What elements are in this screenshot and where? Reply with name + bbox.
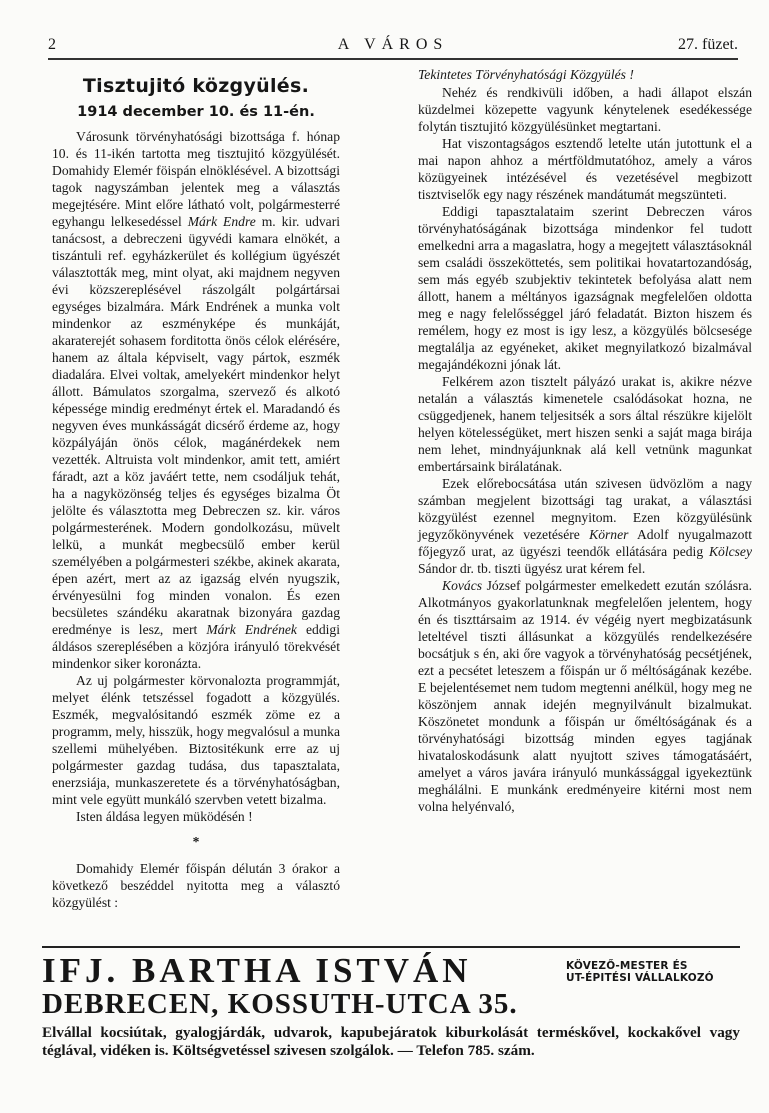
- speech-salutation: Tekintetes Törvényhatósági Közgyülés !: [418, 67, 634, 82]
- section-separator: *: [192, 834, 200, 849]
- paragraph: Isten áldása legyen müködésén !: [76, 809, 253, 824]
- paragraph: Hat viszontagságos esztendő letelte után jutottunk el a mai napon ahhoz a mértföldmutatóhoz, amely a város közügyeinek intézésével és vezetésével megbizott tisztviselők egy nagy részének mandátumát megszünteti.: [418, 136, 752, 202]
- page-number: 2: [48, 36, 56, 53]
- publication-title: A VÁROS: [337, 36, 449, 53]
- person-name: Kovács: [442, 578, 483, 593]
- person-name: Kölcsey: [708, 544, 752, 559]
- trade-line: KÖVEZŐ-MESTER ÉS: [566, 960, 688, 972]
- paragraph-text: József polgármester emelkedett ezután szólásra. Alkotmányos gyakorlatunknak megfelelően jelentem, hogy én és tiszttársaim az 1914. év végéig nyert megbizatásunk leteltével tiszti állásunkat a közgyülés rendelkezésére bocsátjuk s én, aki őre vagyok a törvényhatóság pecsétjének, ezt a pecsétet leteszem a főispán ur ő méltóságának kezébe. E bejelentésemet nem tudom megtenni anélkül, hogy meg ne köszönjem annak idején megnyilvánult bizalmukat. Köszönetet mondunk a főispán ur őméltóságának és a törvényhatósági bizottság minden egyes tagjának hivataloskodásunk alatt nyujtott szives támogatásáért, amelyet a város javára irányuló munkássággal igyekeztünk meghálálni. E munkánk eredményeire kitérni most nem volna helyénvaló,: [418, 578, 753, 814]
- paragraph-text: Adolf nyugalmazott főjegyző urat, az ügyészi teendők ellátására pedig: [418, 527, 753, 559]
- paragraph: [418, 475, 752, 577]
- paragraph-text: eddigi áldásos szereplésében a közjóra irányuló törekvését mindenkor siker koronázta.: [52, 622, 340, 671]
- paragraph-text: Városunk törvényhatósági bizottsága f. hónap 10. és 11-ikén tartotta meg tisztujitó közgyülését. Domahidy Elemér föispán elnöklésével. A bizottsági tagok nagyszámban jelentek meg a választás megejtésére. Mint előre látható volt, polgármesterré egyhangu lelkesedéssel: [52, 129, 340, 229]
- paragraph: Felkérem azon tisztelt pályázó urakat is, akikre nézve netalán a választás kimenetele csalódásokat hozna, ne csüggedjenek, hanem teljesitsék a sors által részükre kijelölt helyen kötelességüket, mert hiszen senki a saját maga birája nem lehet, mindnyájunknak alá kell vetnünk magunkat embertársaink birálatának.: [418, 374, 752, 474]
- article-title: Tisztujitó közgyülés.: [82, 75, 310, 97]
- paragraph: [52, 128, 340, 672]
- paragraph: Domahidy Elemér főispán délután 3 órakor a következő beszéddel nyitotta meg a választó közgyülést :: [52, 861, 340, 910]
- paragraph: Eddigi tapasztalataim szerint Debreczen város törvényhatóságának bizottsága mindenkor fel tudott emelkedni arra a magaslatra, hogy a megejtett választásoknál sem családi összeköttetés, sem politikai hovatartozandóság, sem más egyéb szubjektiv tekintetek befolyása alatt nem állott, hanem a méltányos igazságnak megfelelően oldotta meg e nagy felelősséggel járó feladatát. Bizton hiszem és remélem, hogy ez most is igy lesz, a közgyülés bölcsesége megtalálja az egyéneket, akiket megnyilatkozó bizalmával megajándékozni jónak lát.: [418, 204, 752, 372]
- person-name: Márk Endrének: [206, 622, 297, 637]
- trade-line: UT-ÉPITÉSI VÁLLALKOZÓ: [566, 972, 714, 984]
- paragraph-text: m. kir. udvari tanácsost, a debreczeni ügyvédi kamara elnökét, a tiszántuli ref. egyházkerület és kollégium ügyészét választották meg, mint olyat, aki majdnem negyven évi közszereplésével rászolgált polgártársai egységes bizalmára. Márk Endrének a munka volt mindenkor az eszményképe és munkáját, akaraterejét sohasem forditotta önös célok elérésére, hanem az általa képviselt, vagy pártok, eszmék diadalára. Elvei voltak, amelyekért mindenkor helyt állott. Bámulatos szorgalma, szervező és alkotó képessége mindig eredményt értek el. Maradandó és negyven éves munkásságát dicsérő érdeme az, hogy közpályáján önös célok, magánérdekek nem vezették. Altruista volt mindenkor, amit tett, amiért fáradt, azt a köz javáért tette, nem csodáljuk tehát, ha a nagyközönség teljes és egységes bizalma Öt jelölte és választotta meg Debreczen sz. kir. város polgármesterének. Modern gondolkozásu, müvelt lelkü, a munkát megbecsülő ember kerül személyében a polgármesteri székbe, akinek akarata, épen azért, mert az az igazság elvén nyugszik, érvényesülni fog minden vonalon. És ezen becsületes szándéku akaratnak bizonyára gazdag eredménye is lesz, mert: [52, 214, 341, 637]
- paragraph: [418, 577, 752, 815]
- left-column: [52, 66, 340, 911]
- paragraph: Nehéz és rendkivüli időben, a hadi állapot elszán küzdelmei közepette vagyunk kénytelenek esedékessége folytán tisztujitó közgyülésünket megtartani.: [418, 85, 752, 134]
- right-column: [418, 66, 752, 815]
- running-head: [48, 36, 738, 56]
- header-divider: [48, 58, 738, 60]
- advertisement-divider: [42, 946, 740, 948]
- paragraph-text: Ezek előrebocsátása után szivesen üdvözlöm a nagy számban megjelent bizottsági tag urakat, a választási közgyülést ezennel megnyitom. Ezen közgyülésünk jegyzőkönyvének vezetésére: [418, 476, 752, 542]
- advertisement-text: Elvállal kocsiútak, gyalogjárdák, udvarok, kapubejáratok kiburkolását terméskővel, kockakővel vagy téglával, vidéken is. Költségvetéssel szivesen szolgálok. — Telefon 785. szám.: [42, 1024, 740, 1059]
- article-date: 1914 december 10. és 11-én.: [77, 104, 315, 120]
- person-name: Körner: [589, 527, 629, 542]
- advertiser-address: DEBRECEN, KOSSUTH-UTCA 35.: [42, 988, 518, 1020]
- advertiser-name: IFJ. BARTHA ISTVÁN: [42, 951, 472, 990]
- advertiser-trade: [566, 960, 746, 984]
- paragraph: Az uj polgármester körvonalozta programmját, melyet élénk tetszéssel fogadott a közgyülés. Eszmék, megvalósitandó eszmék zöme ez a programm, mely, hisszük, hogy megvalósul a munka szellemi mühelyében. Biztositékunk erre az uj polgármester gazdag tudása, dus tapasztalata, enerzsiája, munkaszeretete és a törvényhatóságban, mint vele együtt munkáló szervben vetett bizalma.: [52, 673, 340, 807]
- paragraph-text: Sándor dr. tb. tiszti ügyész urat kérem fel.: [418, 561, 646, 576]
- person-name: Márk Endre: [187, 214, 256, 229]
- issue-number: 27. füzet.: [678, 36, 738, 53]
